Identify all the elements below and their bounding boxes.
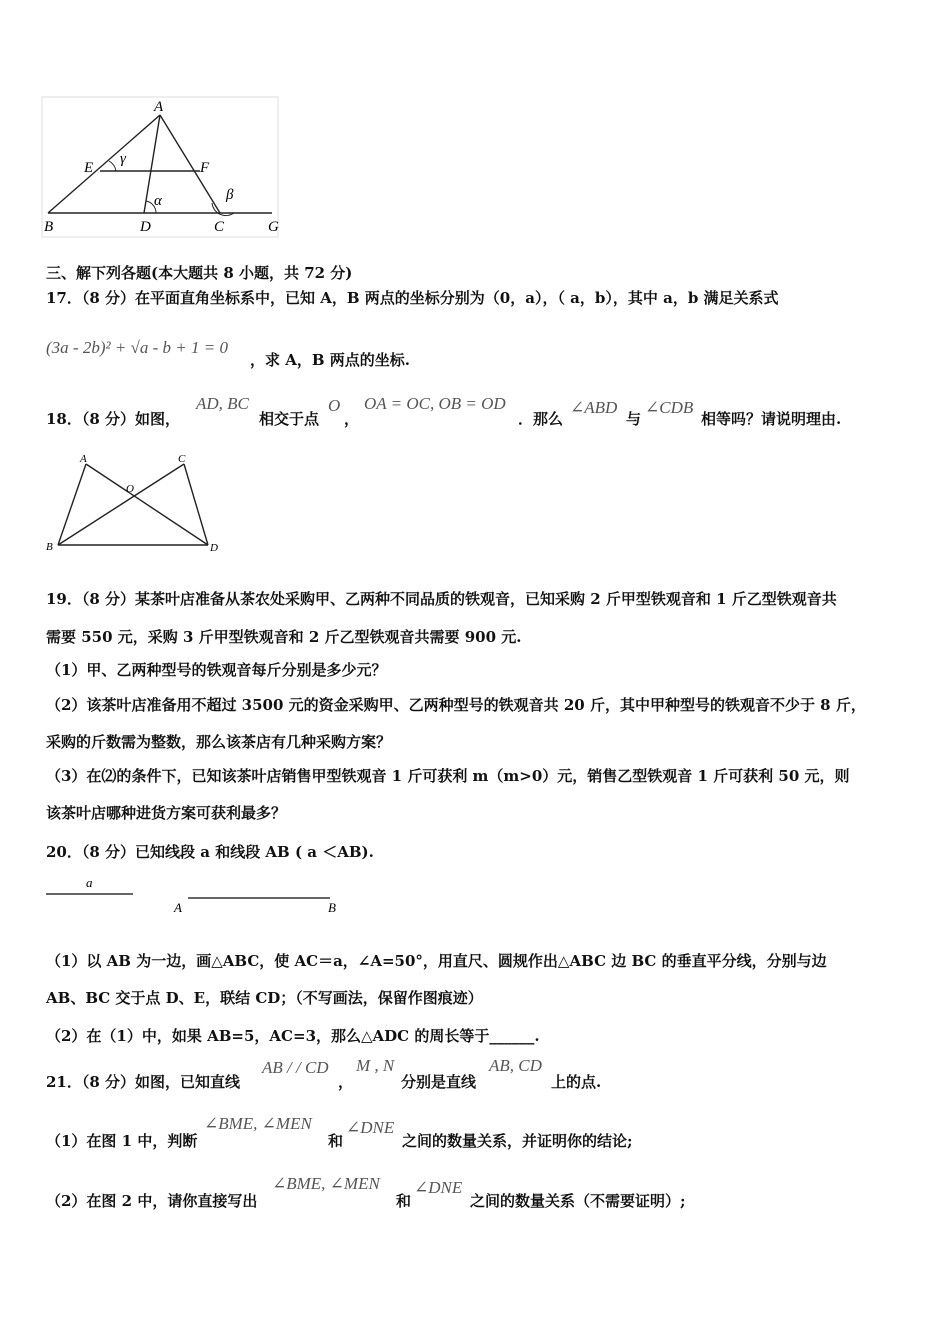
q18-prefix: 18．（8 分）如图， [46,410,181,428]
seg-cb [58,464,184,545]
angle-gamma: γ [120,151,126,167]
q18-math-abd: ∠ABD [570,398,618,417]
q17-line2: ，求 A，B 两点的坐标. [250,351,410,369]
q21-math-ab-cd-parallel: AB / / CD [262,1058,329,1077]
seg-cd [184,464,208,545]
q19-part1: （1）甲、乙两种型号的铁观音每斤分别是多少元？ [46,661,387,679]
label-G: G [268,219,279,235]
q18-comma: ， [344,410,360,428]
label-E: E [84,160,94,176]
q18-text-and: 与 [626,410,642,428]
segment-A-label: A [174,900,182,915]
label-B: B [44,219,54,235]
segment-a-label: a [86,875,93,890]
q19-part2-b: 采购的斤数需为整数，那么该茶店有几种采购方案？ [46,733,392,751]
q21-part1-c: 之间的数量关系，并证明你的结论; [402,1132,633,1150]
q18-math-o: O [328,396,341,415]
q17-line1: 17．（8 分）在平面直角坐标系中，已知 A，B 两点的坐标分别为（0，a），（ a，b），其中 a，b 满足关系式 [46,289,779,307]
q20-part2: （2）在（1）中，如果 AB=5，AC=3，那么△ADC 的周长等于______. [46,1027,540,1045]
q18-text-intersect: 相交于点 [259,410,320,428]
fig2-label-D: D [210,542,218,554]
section-3-title: 三、解下列各题(本大题共 8 小题，共 72 分) [46,264,353,282]
q20-part1-a: （1）以 AB 为一边，画△ABC，使 AC＝a，∠A=50°，用直尺、圆规作出△ABC 边 BC 的垂直平分线，分别与边 [46,952,827,970]
crossing-figure-2 [40,450,230,560]
angle-beta: β [226,187,234,203]
triangle-figure-1 [40,95,290,240]
q18-math-cdb: ∠CDB [645,398,694,417]
q21-part2-math2: ∠DNE [414,1178,463,1197]
q21-part1-a: （1）在图 1 中，判断 [46,1132,198,1150]
q21-math-mn: M , N [356,1056,395,1075]
segments-figure-3 [40,872,350,920]
label-F: F [200,160,210,176]
q21-math-ab-cd: AB, CD [489,1056,542,1075]
q19-part3-b: 该茶叶店哪种进货方案可获利最多？ [46,804,287,822]
q19-part3-a: （3）在⑵的条件下，已知该茶叶店销售甲型铁观音 1 斤可获利 m（m>0）元，销售乙型铁观音 1 斤可获利 50 元，则 [46,767,850,785]
q21-part2-math1: ∠BME, ∠MEN [272,1174,380,1193]
q21-prefix: 21．（8 分）如图，已知直线 [46,1073,241,1091]
q18-line [46,408,180,429]
q19-line2: 需要 550 元，采购 3 斤甲型铁观音和 2 斤乙型铁观音共需要 900 元. [46,628,522,646]
q21-part2-c: 之间的数量关系（不需要证明）; [470,1192,686,1210]
line-ac [160,115,220,213]
q21-part1-math2: ∠DNE [346,1118,395,1137]
q18-text-end: 相等吗？请说明理由. [701,410,842,428]
q20-line1: 20．（8 分）已知线段 a 和线段 AB ( a ＜AB). [46,843,374,861]
q21-part1-math1: ∠BME, ∠MEN [204,1114,312,1133]
label-C: C [214,219,225,235]
line-ba [48,115,160,213]
q18-text-then: ．那么 [518,410,564,428]
fig2-label-B: B [46,541,53,553]
q21-part1-and: 和 [328,1132,344,1150]
fig2-label-C: C [178,453,186,465]
seg-ad [86,464,208,545]
q21-comma: ， [338,1073,354,1091]
seg-ab [58,464,86,545]
fig2-label-O: O [126,483,134,495]
fig2-label-A: A [80,453,87,465]
label-D: D [140,219,151,235]
q19-line1: 19．（8 分）某茶叶店准备从茶农处采购甲、乙两种不同品质的铁观音，已知采购 2 斤甲型铁观音和 1 斤乙型铁观音共 [46,590,837,608]
q21-text-lines: 分别是直线 [401,1073,477,1091]
q19-part2-a: （2）该茶叶店准备用不超过 3500 元的资金采购甲、乙两种型号的铁观音共 20 斤，其中甲种型号的铁观音不少于 8 斤， [46,696,866,714]
q21-part2-a: （2）在图 2 中，请你直接写出 [46,1192,258,1210]
arc-gamma [109,161,116,171]
angle-alpha: α [154,193,162,209]
q20-part1-b: AB、BC 交于点 D、E，联结 CD；（不写画法，保留作图痕迹） [46,989,483,1007]
q21-part2-and: 和 [396,1192,412,1210]
q18-math-equalities: OA = OC, OB = OD [364,394,506,413]
q18-math-ad-bc: AD, BC [196,394,249,413]
q17-formula: (3a - 2b)² + √a - b + 1 = 0 [46,338,228,357]
label-A: A [154,99,164,115]
segment-B-label: B [328,900,336,915]
q21-text-points: 上的点. [551,1073,602,1091]
